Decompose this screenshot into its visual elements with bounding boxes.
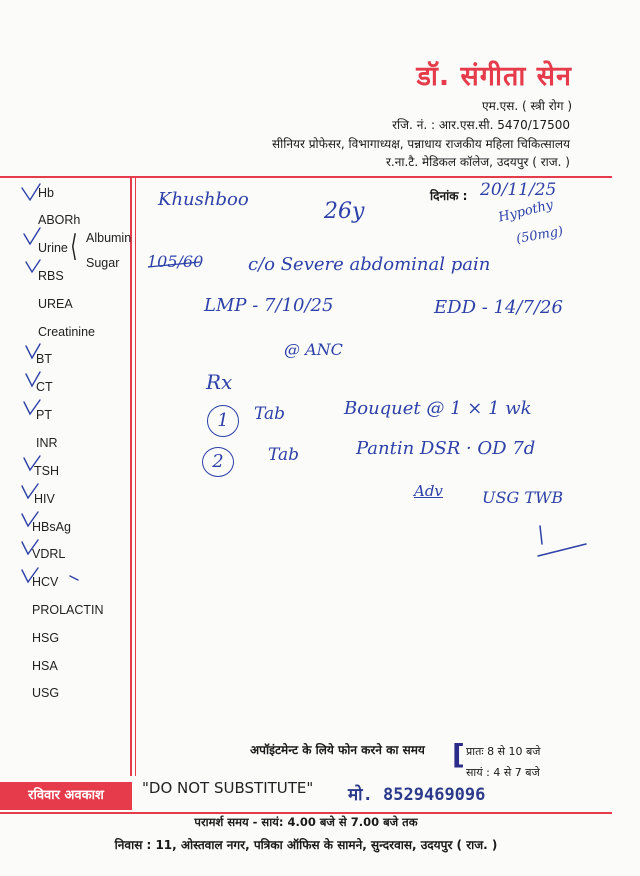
test-hiv: HIV xyxy=(34,492,55,506)
test-inr: INR xyxy=(36,436,58,450)
appointment-evening: सायं : 4 से 7 बजे xyxy=(466,766,540,779)
test-usg: USG xyxy=(32,686,60,700)
test-urea: UREA xyxy=(38,297,73,311)
mobile-number: मो. 8529469096 xyxy=(348,785,486,805)
bp-underline xyxy=(146,259,202,271)
test-hsg: HSG xyxy=(32,631,60,645)
edd-date: EDD - 14/7/26 xyxy=(434,297,563,318)
test-hcv: HCV xyxy=(32,575,59,589)
medicine-number-2: 2 xyxy=(202,447,234,477)
test-aborh: ABORh xyxy=(38,213,81,227)
test-vdrl: VDRL xyxy=(32,547,66,561)
test-hsa: HSA xyxy=(32,659,58,673)
medicine-1: Bouquet @ 1 × 1 wk xyxy=(344,398,532,419)
test-creatinine: Creatinine xyxy=(38,325,95,339)
appointment-note: अपॉइंटमेन्ट के लिये फोन करने का समय xyxy=(250,743,425,757)
do-not-substitute: "DO NOT SUBSTITUTE" xyxy=(142,779,314,797)
signature-stroke xyxy=(532,522,592,562)
advice-label: Adv xyxy=(414,482,443,500)
test-urine-sugar: Sugar xyxy=(86,256,120,270)
lmp-date: LMP - 7/10/25 xyxy=(204,295,334,316)
doctor-designation: सीनियर प्रोफेसर, विभागाध्यक्ष, पन्नाधाय राजकीय महिला चिकित्सालय xyxy=(272,137,570,151)
doctor-degree: एम.एस. ( स्त्री रोग ) xyxy=(482,99,572,113)
appointment-morning: प्रातः 8 से 10 बजे xyxy=(466,745,541,758)
footer-divider xyxy=(0,812,612,814)
patient-name: Khushboo xyxy=(158,189,249,210)
test-rbs: RBS xyxy=(38,269,64,283)
medicine-1-form: Tab xyxy=(254,404,286,424)
anc-note: @ ANC xyxy=(284,340,343,359)
sidebar-divider-inner xyxy=(135,178,136,776)
test-prolactin: PROLACTIN xyxy=(32,603,104,617)
test-pt: PT xyxy=(36,408,52,422)
test-urine: Urine xyxy=(38,241,68,255)
sunday-holiday-label: रविवार अवकाश xyxy=(28,788,104,803)
patient-age: 26y xyxy=(324,199,365,224)
date-label: दिनांक : xyxy=(430,189,468,203)
residence-address: निवास : 11, ओस्तवाल नगर, पत्रिका ऑफिस के सामने, सुन्दरवास, उदयपुर ( राज. ) xyxy=(114,838,498,852)
date-value: 20/11/25 xyxy=(480,180,557,200)
test-tsh: TSH xyxy=(34,464,59,478)
test-urine-albumin: Albumin xyxy=(86,231,132,245)
test-bt: BT xyxy=(36,352,52,366)
note-dose: (50mg) xyxy=(515,224,565,247)
medicine-2-form: Tab xyxy=(268,445,300,465)
registration-number: रजि. नं. : आर.एस.सी. 5470/17500 xyxy=(392,118,570,132)
test-hb: Hb xyxy=(38,186,54,200)
complaint: c/o Severe abdominal pain xyxy=(248,254,491,275)
test-hbsag: HBsAg xyxy=(32,520,71,534)
medicine-2: Pantin DSR · OD 7d xyxy=(356,438,536,459)
advice-item: USG TWB xyxy=(482,488,564,507)
doctor-name: डॉ. संगीता सेन xyxy=(416,61,572,92)
note-hypothyroid: Hypothy xyxy=(497,197,555,226)
bp-value: 105/60 xyxy=(147,252,204,271)
appointment-bracket-icon: [ xyxy=(452,738,465,771)
consultation-time: परामर्श समय - सायं: 4.00 बजे से 7.00 बजे तक xyxy=(194,815,418,829)
medicine-number-1: 1 xyxy=(207,405,239,437)
college-name: र.ना.टै. मेडिकल कॉलेज, उदयपुर ( राज. ) xyxy=(385,155,570,169)
test-ct: CT xyxy=(36,380,53,394)
rx-symbol: Rx xyxy=(206,370,233,394)
urine-brace-icon: ⟨ xyxy=(70,229,78,264)
